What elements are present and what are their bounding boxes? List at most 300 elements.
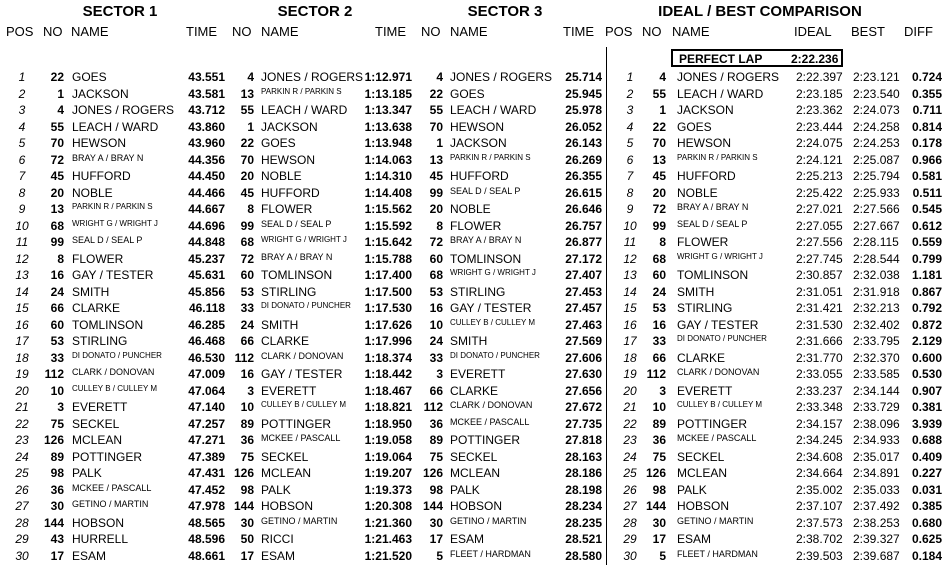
sector-time: 43.581 (188, 86, 225, 101)
time-diff: 0.227 (911, 466, 942, 480)
driver-name: FLEET / HARDMAN (450, 548, 531, 559)
car-number: 66 (50, 301, 64, 315)
header-no: NO (232, 24, 252, 39)
driver-name: CULLEY B / CULLEY M (261, 400, 347, 409)
car-number: 70 (429, 119, 443, 134)
sector-time: 48.565 (188, 515, 225, 530)
table-row (0, 86, 950, 103)
sector-time: 47.431 (188, 466, 225, 480)
position: 16 (15, 317, 29, 332)
best-time: 2:32.213 (853, 301, 900, 315)
driver-name: JONES / ROGERS (450, 70, 553, 84)
driver-name: HUFFORD (450, 169, 509, 183)
driver-name: BRAY A / BRAY N (450, 235, 522, 245)
header-pos: POS (6, 24, 34, 39)
car-number: 89 (652, 416, 666, 431)
position: 14 (15, 284, 29, 299)
driver-name: MCLEAN (261, 466, 312, 480)
table-row (0, 399, 950, 416)
table-row (0, 119, 950, 136)
time-diff: 3.939 (911, 416, 942, 431)
driver-name: FLOWER (72, 251, 124, 266)
car-number: 16 (652, 317, 666, 332)
sector-1-title: SECTOR 1 (82, 3, 158, 20)
best-time: 2:34.891 (853, 466, 900, 480)
driver-name: JACKSON (677, 103, 734, 117)
car-number: 98 (50, 466, 64, 480)
driver-name: BRAY A / BRAY N (72, 152, 144, 163)
table-row (0, 251, 950, 268)
driver-name: JACKSON (261, 119, 318, 134)
position: 7 (626, 169, 634, 183)
sector-time: 44.696 (188, 218, 225, 233)
table-row (0, 317, 950, 334)
best-time: 2:24.073 (853, 103, 900, 117)
car-number: 22 (429, 86, 443, 101)
time-diff: 0.530 (911, 367, 942, 381)
car-number: 68 (240, 235, 254, 249)
sector-time: 46.118 (188, 301, 225, 315)
sector-time: 27.630 (565, 367, 602, 381)
driver-name: BRAY A / BRAY N (261, 251, 333, 262)
car-number: 30 (429, 515, 443, 530)
sector-time: 1:17.996 (364, 334, 412, 348)
perfect-lap-label: PERFECT LAP (679, 52, 763, 66)
sector-time: 26.877 (565, 235, 602, 249)
time-diff: 0.600 (911, 350, 942, 365)
sector-time: 27.818 (565, 433, 602, 447)
position: 23 (15, 433, 29, 447)
sector-time: 46.285 (188, 317, 225, 332)
sector-time: 1:13.347 (364, 103, 412, 117)
time-diff: 0.581 (911, 169, 942, 183)
position: 26 (15, 482, 29, 497)
position: 12 (15, 251, 29, 266)
time-diff: 0.792 (911, 301, 942, 315)
sector-time: 28.163 (565, 449, 602, 464)
car-number: 72 (429, 235, 443, 249)
ideal-time: 2:34.245 (796, 433, 843, 447)
car-number: 60 (652, 268, 666, 282)
table-row (0, 152, 950, 169)
table-row (0, 218, 950, 235)
sector-2-title: SECTOR 2 (277, 3, 353, 20)
car-number: 24 (50, 284, 64, 299)
driver-name: CLARK / DONOVAN (72, 367, 155, 377)
sector-time: 1:13.638 (364, 119, 412, 134)
ideal-time: 2:37.107 (796, 499, 843, 513)
car-number: 75 (652, 449, 666, 464)
table-row (0, 69, 950, 86)
position: 12 (623, 251, 637, 266)
driver-name: JONES / ROGERS (677, 70, 780, 84)
position: 25 (623, 466, 637, 480)
driver-name: HOBSON (450, 499, 503, 513)
driver-name: PARKIN R / PARKIN S (261, 86, 342, 96)
header-diff: DIFF (904, 24, 933, 39)
header-time: TIME (563, 24, 595, 39)
car-number: 4 (57, 103, 64, 117)
ideal-time: 2:23.185 (796, 86, 843, 101)
sector-time: 47.140 (188, 400, 225, 414)
ideal-time: 2:31.051 (796, 284, 843, 299)
sector-time: 47.452 (188, 482, 225, 497)
perfect-lap-box (671, 49, 843, 67)
sector-time: 26.757 (565, 218, 602, 233)
car-number: 1 (659, 103, 666, 117)
sector-time: 1:21.463 (364, 532, 412, 546)
car-number: 53 (652, 301, 666, 315)
table-row (0, 548, 950, 565)
driver-name: SECKEL (72, 416, 120, 431)
car-number: 16 (240, 367, 254, 381)
sector-time: 1:18.442 (364, 367, 412, 381)
driver-name: HUFFORD (72, 169, 131, 183)
time-diff: 0.688 (911, 433, 942, 447)
time-diff: 0.680 (911, 515, 942, 530)
sector-time: 28.235 (565, 515, 602, 530)
sector-time: 27.735 (565, 416, 602, 431)
car-number: 112 (234, 350, 254, 365)
driver-name: SEAL D / SEAL P (677, 218, 748, 229)
sector-time: 1:17.400 (364, 268, 412, 282)
driver-name: TOMLINSON (677, 268, 749, 282)
car-number: 4 (659, 70, 666, 84)
driver-name: SECKEL (450, 449, 498, 464)
position: 10 (623, 218, 637, 233)
sector-time: 1:19.373 (364, 482, 412, 497)
car-number: 75 (50, 416, 64, 431)
position: 19 (623, 367, 637, 381)
driver-name: DI DONATO / PUNCHER (261, 301, 351, 310)
time-diff: 0.559 (911, 235, 942, 249)
header-no: NO (421, 24, 441, 39)
time-diff: 0.724 (911, 70, 942, 84)
driver-name: DI DONATO / PUNCHER (72, 350, 162, 360)
driver-name: NOBLE (261, 169, 302, 183)
driver-name: CLARKE (72, 301, 121, 315)
driver-name: HOBSON (261, 499, 314, 513)
driver-name: TOMLINSON (261, 268, 333, 282)
driver-name: SEAL D / SEAL P (450, 185, 521, 196)
car-number: 89 (429, 433, 443, 447)
best-time: 2:27.566 (853, 202, 900, 216)
driver-name: LEACH / WARD (677, 86, 764, 101)
car-number: 20 (429, 202, 443, 216)
best-time: 2:32.038 (853, 268, 900, 282)
car-number: 68 (50, 218, 64, 233)
car-number: 45 (240, 185, 254, 200)
table-row (0, 498, 950, 515)
table-row (0, 102, 950, 119)
sector-time: 47.389 (188, 449, 225, 464)
ideal-time: 2:33.348 (796, 400, 843, 414)
car-number: 112 (423, 400, 443, 414)
ideal-time: 2:31.530 (796, 317, 843, 332)
driver-name: SMITH (72, 284, 110, 299)
table-row (0, 284, 950, 301)
position: 9 (18, 202, 26, 216)
sector-3-title: SECTOR 3 (467, 3, 543, 20)
position: 11 (623, 235, 637, 249)
sector-time: 45.237 (188, 251, 225, 266)
time-diff: 2.129 (911, 334, 942, 348)
driver-name: MCLEAN (72, 433, 123, 447)
sector-time: 1:21.360 (364, 515, 412, 530)
position: 18 (623, 350, 637, 365)
best-time: 2:33.795 (853, 334, 900, 348)
car-number: 3 (57, 400, 64, 414)
header-time: TIME (375, 24, 407, 39)
ideal-time: 2:25.422 (796, 185, 843, 200)
table-row (0, 465, 950, 482)
car-number: 1 (57, 86, 64, 101)
time-diff: 0.031 (911, 482, 942, 497)
driver-name: ESAM (450, 532, 485, 546)
best-time: 2:39.687 (853, 548, 900, 563)
driver-name: WRIGHT G / WRIGHT J (72, 218, 158, 228)
sector-time: 44.450 (188, 169, 225, 183)
position: 17 (15, 334, 29, 348)
car-number: 10 (240, 400, 254, 414)
position: 10 (15, 218, 29, 233)
car-number: 20 (652, 185, 666, 200)
car-number: 66 (652, 350, 666, 365)
best-time: 2:34.144 (853, 383, 900, 398)
table-row (0, 201, 950, 218)
ideal-time: 2:22.397 (796, 70, 843, 84)
position: 9 (626, 202, 634, 216)
car-number: 36 (429, 416, 443, 431)
best-time: 2:31.918 (853, 284, 900, 299)
driver-name: GAY / TESTER (261, 367, 343, 381)
sector-time: 48.661 (188, 548, 225, 563)
table-row (0, 449, 950, 466)
sector-time: 47.009 (188, 367, 225, 381)
ideal-time: 2:31.421 (796, 301, 843, 315)
car-number: 72 (50, 152, 64, 167)
position: 21 (15, 400, 29, 414)
position: 8 (626, 185, 634, 200)
driver-name: JONES / ROGERS (261, 70, 364, 84)
driver-name: EVERETT (677, 383, 733, 398)
position: 1 (18, 70, 26, 84)
time-diff: 0.409 (911, 449, 942, 464)
car-number: 70 (240, 152, 254, 167)
table-row (0, 234, 950, 251)
driver-name: RICCI (261, 532, 294, 546)
position: 17 (623, 334, 637, 348)
position: 29 (15, 532, 29, 546)
car-number: 99 (50, 235, 64, 249)
best-time: 2:25.087 (853, 152, 900, 167)
sector-time: 1:13.948 (364, 136, 412, 150)
best-time: 2:28.544 (853, 251, 900, 266)
car-number: 8 (247, 202, 254, 216)
sector-time: 27.453 (565, 284, 602, 299)
car-number: 72 (652, 202, 666, 216)
best-time: 2:33.585 (853, 367, 900, 381)
sector-time: 1:14.063 (364, 152, 412, 167)
sector-time: 1:12.971 (364, 70, 412, 84)
position: 5 (626, 136, 634, 150)
car-number: 10 (652, 400, 666, 414)
car-number: 10 (429, 317, 443, 332)
ideal-time: 2:27.745 (796, 251, 843, 266)
driver-name: MCKEE / PASCALL (261, 433, 341, 443)
driver-name: PALK (677, 482, 707, 497)
car-number: 1 (436, 136, 443, 150)
car-number: 53 (429, 284, 443, 299)
best-time: 2:34.933 (853, 433, 900, 447)
sector-time: 1:17.626 (364, 317, 412, 332)
driver-name: HUFFORD (261, 185, 320, 200)
car-number: 98 (652, 482, 666, 497)
sector-time: 43.712 (188, 103, 225, 117)
time-diff: 0.511 (912, 185, 942, 200)
driver-name: WRIGHT G / WRIGHT J (677, 251, 763, 261)
car-number: 8 (436, 218, 443, 233)
time-diff: 0.381 (911, 400, 942, 414)
car-number: 13 (240, 86, 254, 101)
driver-name: DI DONATO / PUNCHER (450, 350, 540, 360)
car-number: 33 (429, 350, 443, 365)
car-number: 36 (652, 433, 666, 447)
time-diff: 0.907 (911, 383, 942, 398)
driver-name: ESAM (677, 532, 712, 546)
position: 29 (623, 532, 637, 546)
ideal-time: 2:34.157 (796, 416, 843, 431)
sector-time: 27.407 (565, 268, 602, 282)
driver-name: JONES / ROGERS (72, 103, 175, 117)
car-number: 126 (43, 433, 64, 447)
driver-name: GETINO / MARTIN (677, 515, 754, 526)
car-number: 144 (43, 515, 64, 530)
header-name: NAME (450, 24, 488, 39)
car-number: 36 (50, 482, 64, 497)
driver-name: HOBSON (72, 515, 125, 530)
best-time: 2:28.115 (853, 235, 899, 249)
car-number: 20 (240, 169, 254, 183)
sector-time: 47.978 (188, 499, 225, 513)
time-diff: 0.799 (911, 251, 942, 266)
car-number: 72 (240, 251, 254, 266)
driver-name: DI DONATO / PUNCHER (677, 334, 767, 343)
ideal-time: 2:35.002 (796, 482, 843, 497)
position: 2 (18, 86, 26, 101)
header-name: NAME (71, 24, 109, 39)
table-row (0, 515, 950, 532)
sector-time: 27.172 (565, 251, 602, 266)
sector-time: 1:14.408 (364, 185, 412, 200)
sector-time: 1:18.467 (364, 383, 412, 398)
position: 8 (18, 185, 26, 200)
car-number: 126 (233, 466, 254, 480)
best-time: 2:25.794 (853, 169, 900, 183)
position: 27 (623, 499, 637, 513)
car-number: 17 (429, 532, 443, 546)
sector-time: 28.521 (565, 532, 602, 546)
driver-name: GOES (72, 70, 107, 84)
driver-name: STIRLING (72, 334, 128, 348)
time-diff: 0.867 (911, 284, 942, 299)
header-no: NO (642, 24, 662, 39)
driver-name: SECKEL (677, 449, 725, 464)
ideal-time: 2:33.055 (796, 367, 843, 381)
time-diff: 0.355 (911, 86, 942, 101)
car-number: 17 (240, 548, 254, 563)
position: 4 (18, 119, 26, 134)
driver-name: ESAM (261, 548, 296, 563)
ideal-time: 2:27.556 (796, 235, 843, 249)
car-number: 75 (429, 449, 443, 464)
car-number: 4 (436, 70, 443, 84)
car-number: 60 (50, 317, 64, 332)
sector-time: 26.355 (565, 169, 602, 183)
driver-name: GETINO / MARTIN (450, 515, 527, 526)
driver-name: GAY / TESTER (72, 268, 154, 282)
position: 3 (626, 103, 634, 117)
car-number: 55 (652, 86, 666, 101)
driver-name: NOBLE (677, 185, 718, 200)
driver-name: PALK (450, 482, 480, 497)
driver-name: PARKIN R / PARKIN S (677, 152, 758, 162)
car-number: 33 (652, 334, 666, 348)
car-number: 22 (240, 136, 254, 150)
car-number: 55 (429, 103, 443, 117)
table-row (0, 350, 950, 367)
car-number: 30 (652, 515, 666, 530)
driver-name: CLARKE (677, 350, 726, 365)
time-diff: 0.711 (912, 103, 942, 117)
position: 24 (15, 449, 29, 464)
car-number: 89 (50, 449, 64, 464)
position: 23 (623, 433, 637, 447)
driver-name: FLOWER (450, 218, 502, 233)
position: 25 (15, 466, 29, 480)
best-time: 2:24.253 (853, 136, 900, 150)
car-number: 4 (247, 70, 254, 84)
driver-name: SECKEL (261, 449, 309, 464)
time-diff: 0.385 (911, 499, 942, 513)
car-number: 126 (422, 466, 443, 480)
car-number: 55 (50, 119, 64, 134)
ideal-time: 2:23.444 (796, 119, 843, 134)
driver-name: EVERETT (450, 367, 506, 381)
driver-name: EVERETT (72, 400, 128, 414)
driver-name: STIRLING (677, 301, 733, 315)
driver-name: HEWSON (450, 119, 504, 134)
sector-time: 44.667 (188, 202, 225, 216)
car-number: 30 (240, 515, 254, 530)
car-number: 45 (652, 169, 666, 183)
best-time: 2:33.729 (853, 400, 900, 414)
car-number: 33 (240, 301, 254, 315)
sector-time: 1:17.500 (364, 284, 412, 299)
table-row (0, 482, 950, 499)
sector-time: 26.143 (565, 136, 602, 150)
time-diff: 0.178 (911, 136, 942, 150)
sector-time: 28.234 (565, 499, 602, 513)
best-time: 2:32.370 (853, 350, 900, 365)
car-number: 55 (240, 103, 254, 117)
sector-time: 44.356 (188, 152, 225, 167)
sector-time: 26.615 (565, 185, 602, 200)
driver-name: TOMLINSON (450, 251, 522, 266)
position: 15 (15, 301, 29, 315)
driver-name: HEWSON (72, 136, 126, 150)
table-row (0, 135, 950, 152)
